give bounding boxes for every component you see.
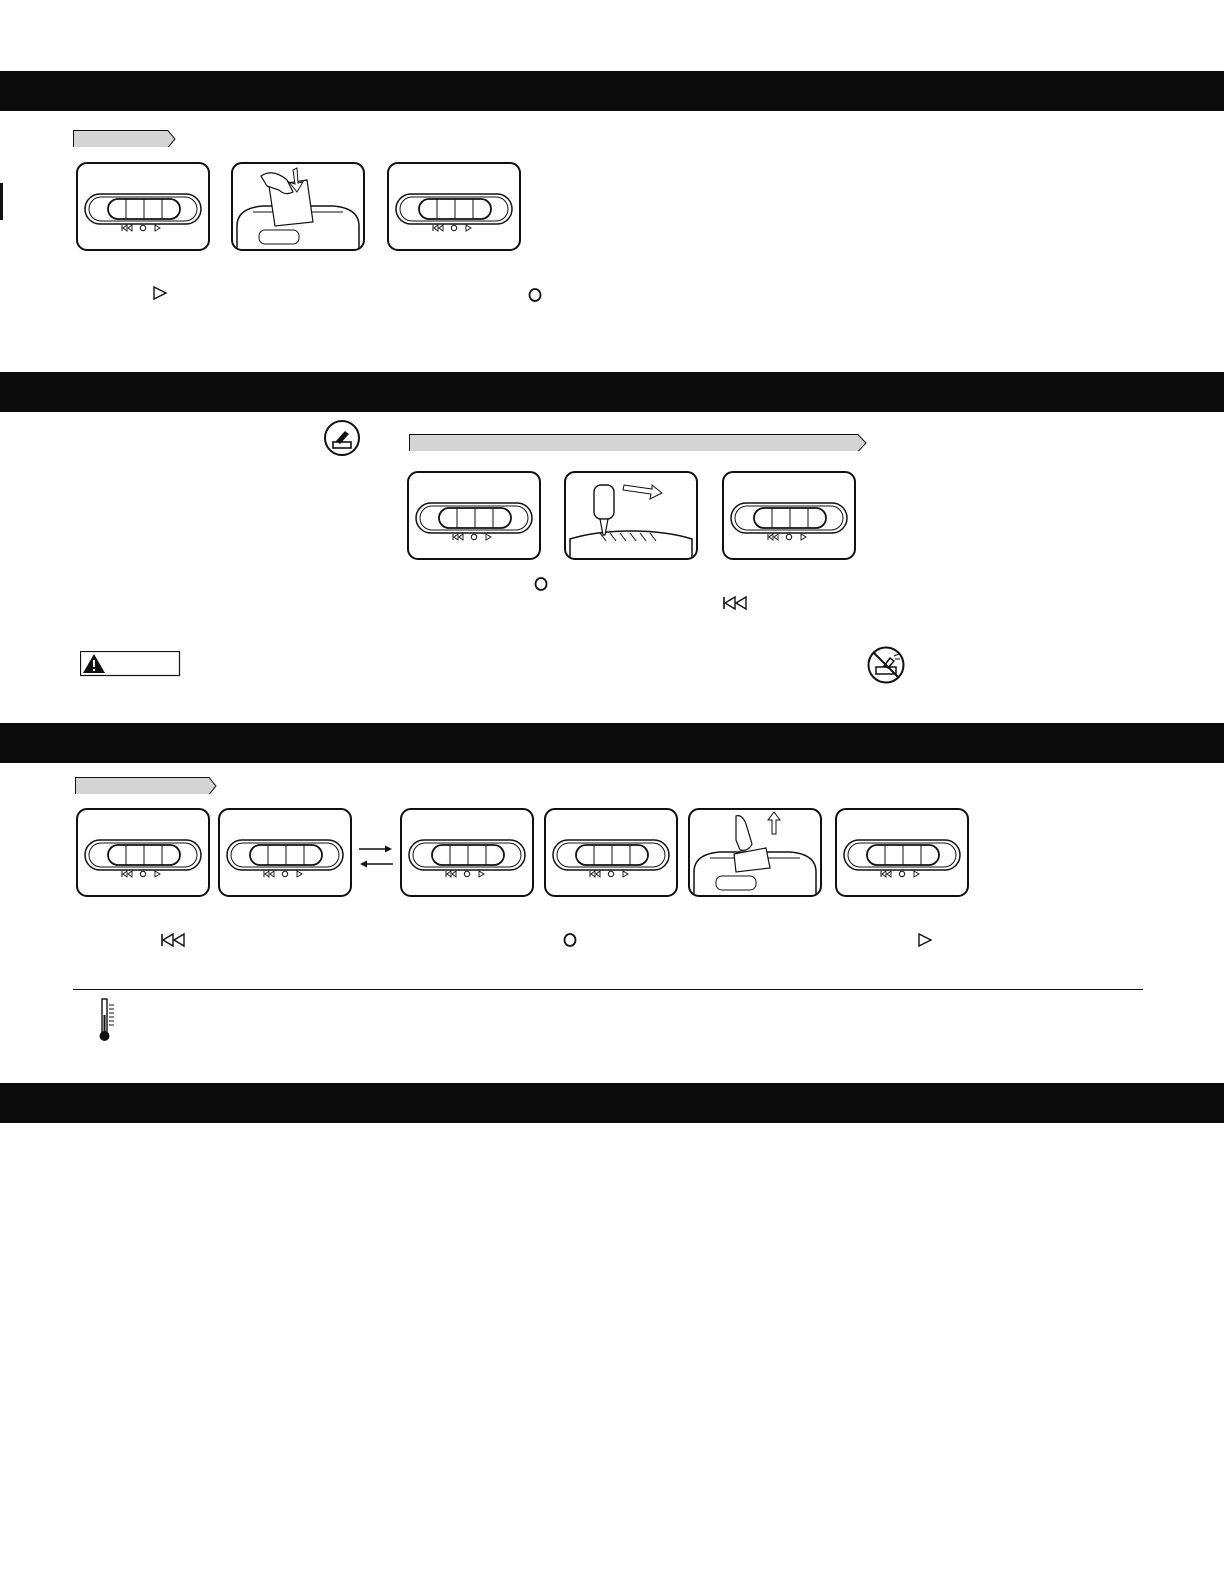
divider xyxy=(73,989,1143,990)
reverse-icon xyxy=(446,871,456,877)
off-icon xyxy=(282,871,287,876)
switch-panel xyxy=(387,162,521,251)
section-header-bar xyxy=(0,71,1224,111)
switch-panel xyxy=(76,808,210,897)
off-icon xyxy=(527,287,543,303)
switch-panel xyxy=(722,471,856,560)
thermometer-icon xyxy=(97,997,119,1043)
switch-panel xyxy=(400,808,534,897)
warning-icon xyxy=(80,651,181,677)
off-icon xyxy=(140,225,145,230)
off-icon xyxy=(471,534,476,539)
auto-on-icon xyxy=(914,871,919,877)
reverse-icon xyxy=(122,225,132,231)
off-icon xyxy=(786,534,791,539)
section-header-bar xyxy=(0,723,1224,763)
off-icon xyxy=(533,576,549,592)
auto-on-icon xyxy=(486,534,491,540)
off-icon xyxy=(562,932,578,948)
auto-on-icon xyxy=(466,225,471,231)
toggle-arrows xyxy=(357,840,395,872)
auto-on-icon xyxy=(297,871,302,877)
auto-on-icon xyxy=(155,871,160,877)
reverse-icon xyxy=(881,871,891,877)
switch-panel xyxy=(835,808,969,897)
section-header-bar xyxy=(0,1083,1224,1123)
reverse-icon xyxy=(590,871,600,877)
switch-panel xyxy=(544,808,678,897)
off-icon xyxy=(451,225,456,230)
off-icon xyxy=(140,871,145,876)
switch-panel xyxy=(76,162,210,251)
oil-bottle-illustration xyxy=(564,471,698,560)
auto-on-icon xyxy=(917,932,933,948)
reverse-icon xyxy=(264,871,274,877)
off-icon xyxy=(464,871,469,876)
switch-panel xyxy=(218,808,352,897)
step-tag xyxy=(73,130,176,147)
auto-on-icon xyxy=(152,285,168,301)
auto-on-icon xyxy=(479,871,484,877)
auto-on-icon xyxy=(801,534,806,540)
step-tag xyxy=(75,777,218,794)
margin-mark xyxy=(0,183,3,220)
off-icon xyxy=(608,871,613,876)
oil-icon xyxy=(323,419,361,457)
remove-paper-illustration xyxy=(688,808,822,897)
step-tag xyxy=(409,434,867,451)
section-header-bar xyxy=(0,372,1224,412)
auto-on-icon xyxy=(623,871,628,877)
reverse-icon xyxy=(721,595,749,611)
switch-panel xyxy=(407,471,541,560)
no-aerosol-icon xyxy=(866,645,906,685)
off-icon xyxy=(899,871,904,876)
reverse-icon xyxy=(433,225,443,231)
insert-paper-illustration xyxy=(231,162,365,251)
reverse-icon xyxy=(122,871,132,877)
reverse-icon xyxy=(768,534,778,540)
reverse-icon xyxy=(453,534,463,540)
auto-on-icon xyxy=(155,225,160,231)
reverse-icon xyxy=(159,932,187,948)
